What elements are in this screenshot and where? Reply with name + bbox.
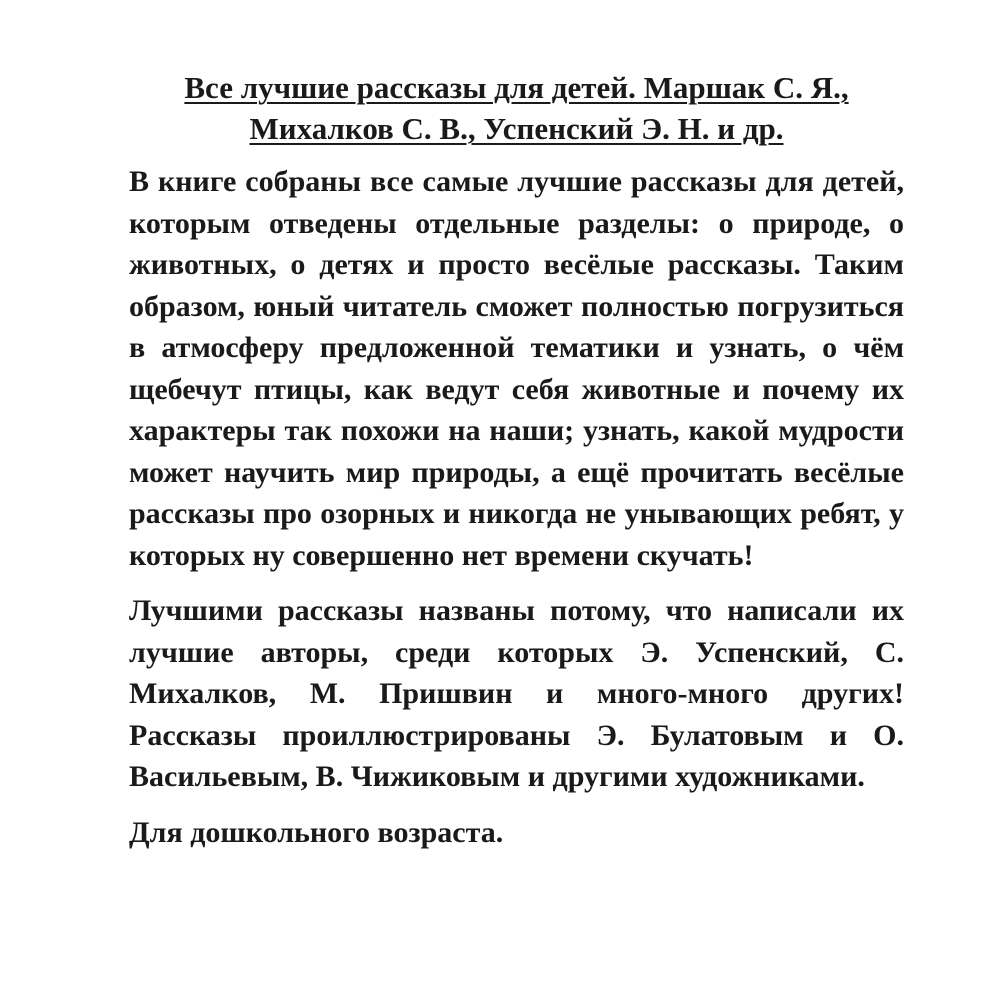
document-title: Все лучшие рассказы для детей. Маршак С. Я., Михалков С. В., Успенский Э. Н. и др. bbox=[184, 70, 849, 146]
authors-paragraph: Лучшими рассказы названы потому, что написали их лучшие авторы, среди которых Э. Успенский, С. Михалков, М. Пришвин и много-много других! Рассказы проиллюстрированы Э. Булатовым и О. Васильевым, В. Чижиковым и другими художниками. bbox=[129, 594, 904, 793]
document-page bbox=[129, 67, 904, 853]
description-paragraph: В книге собраны все самые лучшие рассказы для детей, которым отведены отдельные разделы: о природе, о животных, о детях и просто весёлые рассказы. Таким образом, юный читатель сможет полностью погрузиться в атмосферу предложенной тематики и узнать, о чём щебечут птицы, как ведут себя животные и почему их характеры так похожи на наши; узнать, какой мудрости может научить мир природы, а ещё прочитать весёлые рассказы про озорных и никогда не унывающих ребят, у которых ну совершенно нет времени скучать! bbox=[129, 165, 904, 572]
age-note-paragraph: Для дошкольного возраста. bbox=[129, 815, 504, 849]
